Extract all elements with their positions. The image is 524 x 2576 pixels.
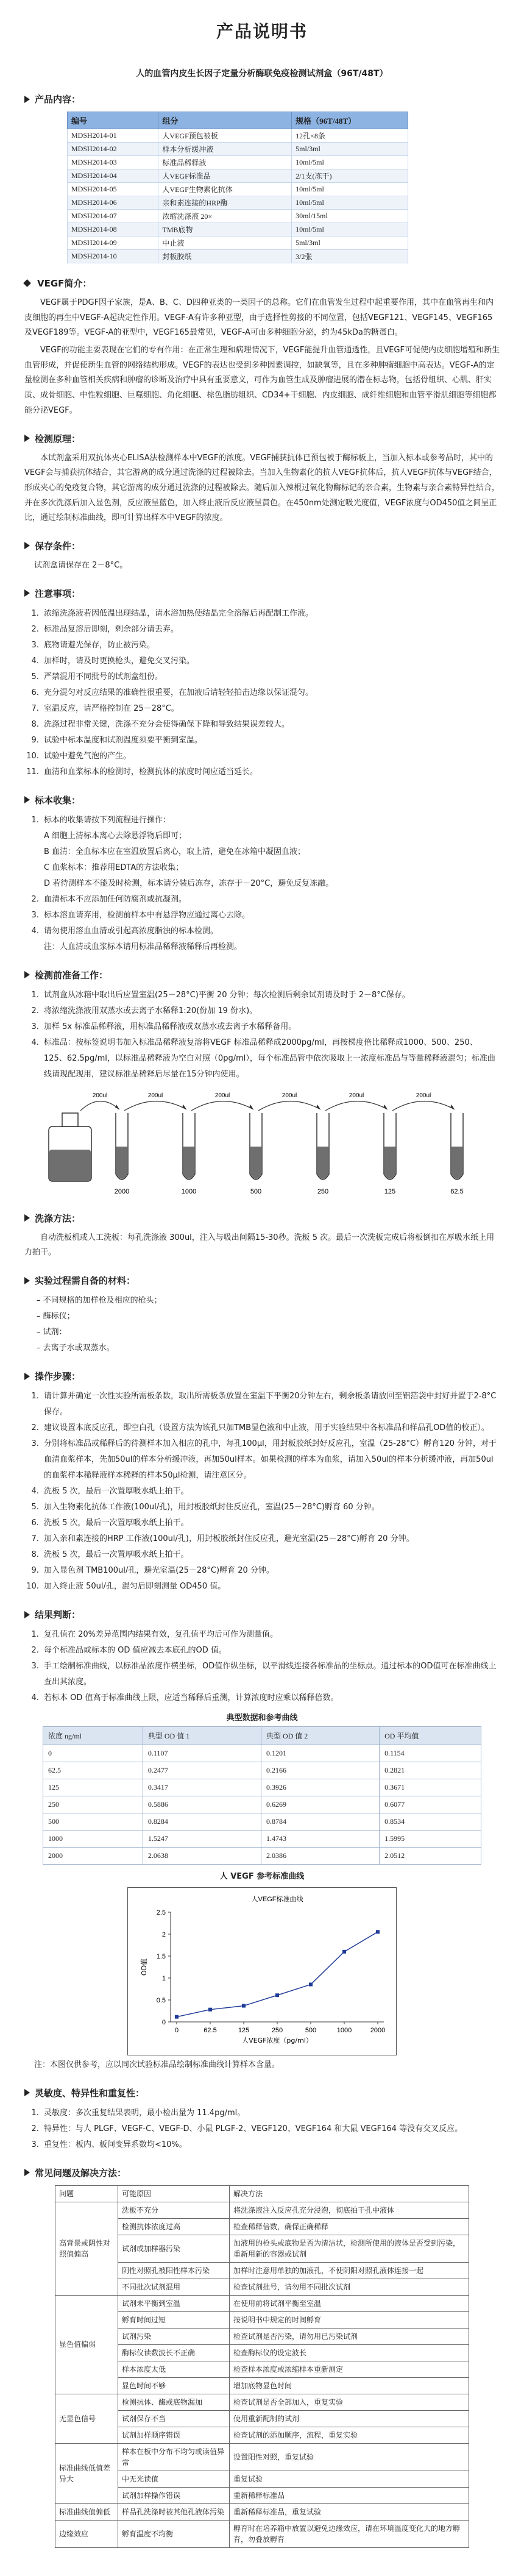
- table-row: [43, 1796, 481, 1813]
- list-item: 2. 标准品复溶后即刻，剩余部分请丢弃。: [41, 622, 500, 638]
- section-title: 检测前准备工作：: [35, 969, 108, 981]
- table-cell: 0.6077: [380, 1796, 481, 1813]
- table-cell: 1.4743: [261, 1831, 379, 1848]
- dilution-tube: [258, 1092, 329, 1195]
- table-cell: 浓缩洗涤液 20×: [158, 210, 292, 223]
- table-cell: 3/2张: [292, 250, 408, 263]
- section-principle-heading: [24, 432, 500, 445]
- x-tick-label: 62.5: [204, 2027, 217, 2034]
- list-item: 6. 充分混匀对反应结果的准确性很重要，在加液后请轻轻拍击边缘以保证混匀。: [41, 685, 500, 701]
- x-axis-label: 人VEGF浓度（pg/ml）: [242, 2037, 313, 2044]
- arrow-icon: [24, 589, 30, 597]
- table-cell: 0.2477: [143, 1762, 261, 1779]
- table-header: 编号: [68, 112, 158, 129]
- table-cell: MDSH2014-01: [68, 129, 158, 143]
- table-cell: 0.8784: [261, 1813, 379, 1831]
- faq-cause-cell: 试剂未平衡到室温: [118, 2295, 230, 2311]
- table-header: 可能原因: [118, 2185, 230, 2202]
- table-row: [43, 1848, 481, 1865]
- faq-solution-cell: 重新稀释标准品，重复试验: [230, 2503, 469, 2520]
- table-cell: MDSH2014-07: [68, 210, 158, 223]
- section-title: 灵敏度、特异性和重复性：: [35, 2087, 145, 2099]
- intro-paragraph: VEGF的功能主要表现在它们的专有作用：在正常生理和病理情况下，VEGF能提升血管通透性，且VEGF可促使内皮细胞增殖和新生血管形成，并促使新生血管的网络结构形成。VEGF的表达也受到多种因素调控，如缺氧等，且在多种肿瘤细胞中高表达。VEGF-A的定量检测在多种血管相关疾病和肿瘤的诊断及治疗中具有重要意义，可作为血管生成及肿瘤进展的潜在标志物，包括骨组织、心肌、肝实质、成骨细胞、中性粒细胞、巨噬细胞、角化细胞、棕色脂肪组织、CD34+干细胞、内皮细胞、成纤维细胞和血管平滑肌细胞等细胞都能分泌VEGF。: [24, 346, 500, 415]
- arrow-icon: [24, 542, 30, 549]
- tube-liquid: [183, 1147, 194, 1179]
- table-cell: MDSH2014-10: [68, 250, 158, 263]
- arrow-icon: [24, 796, 30, 803]
- sample-sub-item: D 若待测样本不能及时检测，标本请分装后冻存，冻存于－20°C，避免反复冻融。: [44, 878, 334, 888]
- table-cell: 5ml/3ml: [292, 143, 408, 156]
- section-notes-heading: [24, 587, 500, 600]
- transfer-volume: 200ul: [349, 1092, 364, 1099]
- table-cell: 0.1107: [143, 1745, 261, 1762]
- section-contents-heading: [24, 93, 500, 105]
- table-header: 浓度 ng/ml: [43, 1727, 143, 1745]
- y-axis-label: OD值: [140, 1958, 148, 1976]
- result-list: [27, 1627, 500, 1706]
- section-result-heading: [24, 1608, 500, 1621]
- tube-liquid: [116, 1147, 127, 1179]
- arrow-icon: [24, 435, 30, 442]
- list-item: 3. 分别将标准品或稀释后的待测样本加入相应的孔中，每孔100μl，用封板胶纸封好反应孔，室温（25-28°C）孵育120 分钟，对于血清血浆样本，先加50ul的样本分析缓冲液，再加50ul样本。如果检测的样本为血浆，请加入50ul的样本分析缓冲液，再加50ul的血浆样本稀释液样本稀释的样本50μl检测，请注意区分。: [41, 1436, 500, 1484]
- table-row: [68, 169, 408, 183]
- list-item: 1. 复孔值在 20%差异范围内结果有效，复孔值平均后可作为测量值。: [41, 1627, 500, 1643]
- intro-paragraph: VEGF属于PDGF因子家族，是A、B、C、D四种亚类的一类因子的总称。它们在血管发生过程中起重要作用，其中在血管再生和内皮细胞的再生中VEGF-A起决定性作用。VEGF-A有许多种亚型，由于选择性剪接的不同位置，包括VEGF121、VEGF145、VEGF165及VEGF189等。VEGF-A的亚型中，VEGF165最常见，VEGF-A可由多种细胞分泌，约为45kDa的糖蛋白。: [24, 298, 494, 338]
- section-sample-heading: [24, 794, 500, 806]
- table-cell: 0: [43, 1745, 143, 1762]
- tube-liquid: [250, 1147, 261, 1179]
- faq-cause-cell: 试剂加样操作错误: [118, 2487, 230, 2503]
- table-cell: 0.5886: [143, 1796, 261, 1813]
- table-cell: 0.1154: [380, 1745, 481, 1762]
- transfer-volume: 200ul: [92, 1092, 108, 1099]
- faq-problem-cell: 标准曲线值偏低: [55, 2503, 118, 2520]
- table-cell: 人VEGF预包被板: [158, 129, 292, 143]
- transfer-arrow: [325, 1101, 388, 1111]
- x-tick-label: 0: [174, 2027, 179, 2034]
- table-cell: 10ml/5ml: [292, 156, 408, 169]
- table-cell: 人VEGF生物素化抗体: [158, 183, 292, 196]
- x-tick-label: 500: [305, 2027, 317, 2034]
- faq-solution-cell: 检查样本浓度或浓缩样本重新测定: [230, 2361, 469, 2377]
- sample-sub-item: B 血清：全血标本应在室温放置后离心，取上清，避免在冰箱中凝固血液；: [44, 847, 306, 856]
- std-table-title: 典型数据和参考曲线: [226, 1713, 298, 1723]
- transfer-arrow: [258, 1101, 320, 1111]
- tube-label: 250: [317, 1187, 329, 1195]
- notes-list: [27, 606, 500, 780]
- section-faq-heading: [24, 2166, 500, 2179]
- section-title: 保存条件：: [35, 540, 81, 552]
- table-row: [68, 183, 408, 196]
- table-cell: 0.3417: [143, 1779, 261, 1796]
- list-item: 5. 加入生物素化抗体工作液(100ul/孔)，用封板胶纸封住反应孔，室温(25－28°C)孵育 60 分钟。: [41, 1500, 500, 1515]
- table-cell: 2.0386: [261, 1848, 379, 1865]
- standard-curve-chart: [128, 1888, 396, 2052]
- table-cell: 500: [43, 1813, 143, 1831]
- faq-cause-cell: 样本浓度太低: [118, 2361, 230, 2377]
- list-item: 2. 血清标本不应添加任何防腐剂或抗凝剂。: [41, 892, 500, 908]
- faq-solution-cell: 将洗涤液注入反应孔充分浸泡，彻底拍干孔中液体: [230, 2202, 469, 2218]
- table-row: [68, 223, 408, 237]
- faq-cause-cell: 样本在板中分布不均匀或读值异常: [118, 2443, 230, 2471]
- table-cell: 0.8534: [380, 1813, 481, 1831]
- list-item: 4. 标准品：按标签说明书加入标准品稀释液复溶将VEGF 标准品稀释成2000pg/ml，再按梯度倍比稀释成1000、500、250、125、62.5pg/ml，以标准品稀释液为空白对照（0pg/ml），每个标准品管中依次吸取上一浓度标准品与等量稀释液混匀；标准曲线请现配现用，建议标准品稀释后尽量在15分钟内使用。: [41, 1035, 500, 1083]
- list-item: 4. 加样时，请及时更换枪头，避免交叉污染。: [41, 653, 500, 669]
- sample-sub-item: A 细胞上清标本离心去除悬浮物后即可；: [44, 831, 187, 841]
- section-title: 操作步骤：: [35, 1371, 81, 1382]
- y-tick-label: 0: [161, 2019, 166, 2026]
- x-tick-label: 125: [238, 2027, 250, 2034]
- list-item: 1. 浓缩洗涤液若因低温出现结晶，请水浴加热使结晶完全溶解后再配制工作液。: [41, 606, 500, 622]
- diamond-icon: [23, 279, 31, 287]
- faq-solution-cell: 加样时注意用单独的加液孔，不使阴阳对照孔液体连接一起: [230, 2262, 469, 2279]
- section-prep-heading: [24, 969, 500, 981]
- standard-data-table: [43, 1726, 481, 1865]
- faq-cause-cell: 试剂污染: [118, 2328, 230, 2344]
- list-item: 10. 试验中避免气泡的产生。: [41, 749, 500, 764]
- principle-paragraph: 本试剂盒采用双抗体夹心ELISA法检测样本中VEGF的浓度。VEGF捕获抗体已预包被于酶标板上，当加入标本或参考品时，其中的VEGF会与捕获抗体结合，其它游离的成分通过洗涤的过程被除去。当加入生物素化的抗人VEGF抗体后，抗人VEGF抗体与VEGF结合，形成夹心的免疫复合物，其它游离的成分通过洗涤的过程被除去。随后加入辣根过氧化物酶标记的亲合素，生物素与亲合素特异性结合，并在多次洗涤后加入显色剂，反应液呈蓝色，加入终止液后反应液呈黄色。在450nm处测定吸光度值，VEGF浓度与OD450值之间呈正比，通过绘制标准曲线，即可计算出样本中VEGF的浓度。: [24, 453, 500, 523]
- chart-note: 注：本图仅供参考，应以同次试验标准品绘制标准曲线计算样本含量。: [34, 2060, 280, 2069]
- table-cell: 5ml/3ml: [292, 237, 408, 250]
- transfer-volume: 200ul: [147, 1092, 163, 1099]
- faq-solution-cell: 孵育时在培养箱中放置以避免边缘效应，请在环境温度变化大的地方孵育，勿叠放孵育: [230, 2520, 469, 2547]
- faq-cause-cell: 样品孔洗涤时被其他孔液体污染: [118, 2503, 230, 2520]
- table-cell: 250: [43, 1796, 143, 1813]
- y-tick-label: 2: [161, 1931, 166, 1938]
- faq-cause-cell: 试剂或加样器污染: [118, 2235, 230, 2262]
- table-cell: 亲和素连接的HRP酶: [158, 196, 292, 210]
- y-tick-label: 1: [161, 1975, 166, 1982]
- list-item: 4. 若标本 OD 值高于标准曲线上限，应适当稀释后重测，计算浓度时应乘以稀释倍数。: [41, 1690, 500, 1706]
- arrow-head-icon: [115, 1105, 119, 1109]
- list-item: 5. 严禁混用不同批号的试剂盒组份。: [41, 669, 500, 685]
- dilution-tube: [124, 1092, 196, 1195]
- table-header: 组分: [158, 112, 292, 129]
- list-item: 10. 加入终止液 50ul/孔，混匀后即刻测量 OD450 值。: [41, 1579, 500, 1595]
- section-title: VEGF简介：: [37, 278, 92, 289]
- table-cell: 10ml/5ml: [292, 196, 408, 210]
- table-row: [55, 2503, 469, 2520]
- section-title: 注意事项：: [35, 588, 81, 599]
- faq-problem-cell: 高背景或阴性对照值偏高: [55, 2202, 118, 2295]
- list-item: 3. 重复性：板内、板间变异系数均<10%。: [41, 2137, 500, 2153]
- faq-solution-cell: 加液用的枪头或底物是否为清洁状，检测所使用的液体是否受到污染，重新用新的容器或试剂: [230, 2235, 469, 2262]
- faq-problem-cell: 标准曲线低值差异大: [55, 2443, 118, 2503]
- table-cell: 中止液: [158, 237, 292, 250]
- table-row: [68, 196, 408, 210]
- faq-cause-cell: 孵育温度不均衡: [118, 2520, 230, 2547]
- sample-sub-item: C 血浆标本：推荐用EDTA的方法收集；: [44, 863, 184, 872]
- table-header: 解决方法: [230, 2185, 469, 2202]
- y-tick-label: 1.5: [156, 1953, 166, 1960]
- sample-note: 注：人血清或血浆标本请用标准品稀释液稀释后再检测。: [44, 942, 243, 952]
- kit-title: 人的血管内皮生长因子定量分析酶联免疫检测试剂盒（96T/48T）: [136, 69, 388, 79]
- transfer-arrow: [392, 1101, 455, 1111]
- faq-problem-cell: 无显色信号: [55, 2394, 118, 2443]
- section-title: 产品内容：: [35, 94, 81, 105]
- section-title: 结果判断：: [35, 1609, 81, 1620]
- tube-label: 125: [384, 1187, 396, 1195]
- table-row: [68, 250, 408, 263]
- table-cell: 10ml/5ml: [292, 183, 408, 196]
- section-title: 常见问题及解决方法：: [35, 2167, 127, 2179]
- table-row: [43, 1779, 481, 1796]
- faq-solution-cell: 重新稀释标准品: [230, 2487, 469, 2503]
- table-row: [55, 2295, 469, 2311]
- faq-cause-cell: 显色时间不够: [118, 2377, 230, 2394]
- list-item: – 酶标仪；: [37, 1309, 500, 1325]
- list-item: 7. 室温反应，请严格控制在 25－28°C。: [41, 701, 500, 717]
- table-cell: MDSH2014-02: [68, 143, 158, 156]
- wash-paragraph: 自动洗板机或人工洗板：每孔洗涤液 300ul，注入与吸出间隔15-30秒。洗板 5 次。最后一次洗板完成后将板倒扣在厚吸水纸上用力拍干。: [24, 1233, 495, 1258]
- faq-solution-cell: 按说明书中规定的时间孵育: [230, 2311, 469, 2328]
- table-header: 问题: [55, 2185, 118, 2202]
- table-cell: 0.1201: [261, 1745, 379, 1762]
- table-cell: 0.3926: [261, 1779, 379, 1796]
- materials-list: [24, 1293, 500, 1356]
- list-item: 3. 手工绘制标准曲线，以标准品浓度作横坐标，OD值作纵坐标，以平滑线连接各标准品的坐标点。通过标本的OD值可在标准曲线上查出其浓度。: [41, 1659, 500, 1690]
- faq-solution-cell: 增加底物显色时间: [230, 2377, 469, 2394]
- list-item: 2. 建议设置本底反应孔，即空白孔（设置方法为该孔只加TMB显色液和中止液，用于实验结果中各标准品和样品孔OD值的校正）。: [41, 1420, 500, 1436]
- faq-solution-cell: 检查试剂是否污染，请勿用已污染试剂: [230, 2328, 469, 2344]
- dilution-tube: [392, 1092, 464, 1195]
- arrow-icon: [24, 1373, 30, 1380]
- faq-solution-cell: 检查试剂批号，请勿用不同批次试剂: [230, 2279, 469, 2295]
- list-item: 1. 请计算并确定一次性实验所需板条数，取出所需板条放置在室温下平衡20分钟左右，剩余板条请放回至铝箔袋中封好并置于2-8°C保存。: [41, 1389, 500, 1420]
- list-item: 9. 加入显色剂 TMB100ul/孔，避光室温(25－28°C)孵育 20 分钟。: [41, 1563, 500, 1579]
- list-item: 3. 标本溶血请弃用，检测前样本中有悬浮物应通过离心去除。: [41, 908, 500, 923]
- list-item: 3. 加样 5x 标准品稀释液，用标准品稀释液或双蒸水或去离子水稀释备用。: [41, 1019, 500, 1035]
- data-point: [242, 2004, 246, 2008]
- list-item: – 去离子水或双蒸水。: [37, 1340, 500, 1356]
- table-row: [43, 1745, 481, 1762]
- table-row: [43, 1831, 481, 1848]
- section-title: 标本收集：: [35, 794, 81, 806]
- faq-problem-cell: 显色值偏弱: [55, 2295, 118, 2394]
- x-tick-label: 1000: [336, 2027, 352, 2034]
- table-cell: 62.5: [43, 1762, 143, 1779]
- table-row: [55, 2394, 469, 2410]
- table-row: [55, 2202, 469, 2218]
- list-item: 1. 灵敏度：多次重复结果表明，最小检出量为 11.4pg/ml。: [41, 2105, 500, 2121]
- faq-solution-cell: 设置阳性对照，重复试验: [230, 2443, 469, 2471]
- table-cell: 1.5247: [143, 1831, 261, 1848]
- stock-bottle: [49, 1113, 91, 1181]
- storage-text: 试剂盒请保存在 2－8°C。: [34, 560, 128, 570]
- table-header: 典型 OD 值 1: [143, 1727, 261, 1745]
- transfer-volume: 200ul: [214, 1092, 230, 1099]
- table-cell: 0.3671: [380, 1779, 481, 1796]
- data-point: [175, 2015, 179, 2019]
- x-tick-label: 2000: [370, 2027, 386, 2034]
- table-cell: 1000: [43, 1831, 143, 1848]
- series-line: [177, 1932, 378, 2016]
- faq-cause-cell: 孵育时间过短: [118, 2311, 230, 2328]
- dilution-tube: [191, 1092, 262, 1195]
- y-tick-label: 2.5: [156, 1909, 166, 1916]
- table-header: OD 平均值: [380, 1727, 481, 1745]
- transfer-arrow: [80, 1101, 119, 1111]
- list-item: 3. 底物请避光保存，防止被污染。: [41, 638, 500, 653]
- table-header: 典型 OD 值 2: [261, 1727, 379, 1745]
- tube-label: 500: [250, 1187, 262, 1195]
- table-cell: 2.0638: [143, 1848, 261, 1865]
- list-item: 1. 试剂盒从冰箱中取出后应置室温(25－28°C)平衡 20 分钟；每次检测后剩余试剂请及时于 2－8°C保存。: [41, 987, 500, 1003]
- transfer-arrow: [124, 1101, 186, 1111]
- table-row: [55, 2520, 469, 2547]
- data-point: [342, 1950, 346, 1954]
- faq-solution-cell: 使用重新配制的试剂: [230, 2410, 469, 2427]
- list-item: 2. 将浓缩洗涤液用双蒸水或去离子水稀释1:20(份加 19 份水)。: [41, 1003, 500, 1019]
- tube-liquid: [384, 1147, 395, 1179]
- dilution-tube: [325, 1092, 396, 1195]
- table-header: 规格（96T/48T）: [292, 112, 408, 129]
- arrow-icon: [24, 96, 30, 103]
- transfer-volume: 200ul: [281, 1092, 297, 1099]
- y-tick-label: 0.5: [156, 1997, 166, 2004]
- table-row: [68, 237, 408, 250]
- table-row: [43, 1762, 481, 1779]
- section-materials-heading: [24, 1274, 500, 1287]
- tube-liquid: [451, 1147, 462, 1179]
- chart-title: 人VEGF标准曲线: [251, 1896, 303, 1903]
- prep-list: [27, 987, 500, 1083]
- faq-cause-cell: 酶标仪读数波长不正确: [118, 2344, 230, 2361]
- table-cell: 10ml/5ml: [292, 223, 408, 237]
- table-cell: 2000: [43, 1848, 143, 1865]
- table-cell: 2/1支(冻干): [292, 169, 408, 183]
- faq-solution-cell: 检查试剂是否全部加入，重复实验: [230, 2394, 469, 2410]
- list-item: 4. 请勿使用溶血血清或引起高浓度脂浊的标本检测。 注：人血清或血浆标本请用标准品稀释液稀释后再检测。: [41, 923, 500, 955]
- arrow-icon: [24, 1611, 30, 1618]
- table-cell: 样本分析缓冲液: [158, 143, 292, 156]
- table-cell: 0.8284: [143, 1813, 261, 1831]
- table-cell: MDSH2014-04: [68, 169, 158, 183]
- section-wash-heading: [24, 1212, 500, 1225]
- list-item: 8. 洗涤过程非常关键，洗涤不充分会使得确保下降和导致结果误差较大。: [41, 717, 500, 733]
- table-cell: MDSH2014-03: [68, 156, 158, 169]
- table-row: [68, 210, 408, 223]
- faq-cause-cell: 试剂保存不当: [118, 2410, 230, 2427]
- faq-problem-cell: 边缘效应: [55, 2520, 118, 2547]
- arrow-icon: [24, 1214, 30, 1222]
- chart-container: [127, 1887, 397, 2055]
- faq-cause-cell: 洗板不充分: [118, 2202, 230, 2218]
- table-cell: MDSH2014-09: [68, 237, 158, 250]
- faq-cause-cell: 不同批次试剂混用: [118, 2279, 230, 2295]
- table-cell: 0.6269: [261, 1796, 379, 1813]
- table-row: [55, 2443, 469, 2471]
- arrow-icon: [24, 1277, 30, 1284]
- table-cell: 人VEGF标准品: [158, 169, 292, 183]
- tube-label: 1000: [181, 1187, 197, 1195]
- doc-title: 产品说明书: [216, 21, 308, 41]
- list-item: – 试剂：: [37, 1325, 500, 1340]
- dilution-diagram: [30, 1089, 494, 1198]
- data-point: [376, 1930, 380, 1934]
- section-procedure-heading: [24, 1370, 500, 1382]
- table-row: [68, 156, 408, 169]
- list-item: 7. 加入亲和素连接的HRP 工作液(100ul/孔)，用封板胶纸封住反应孔，避光室温(25－28°C)孵育 20 分钟。: [41, 1531, 500, 1547]
- x-tick-label: 250: [271, 2027, 283, 2034]
- faq-solution-cell: 检查酶标仪的设定波长: [230, 2344, 469, 2361]
- list-item: 4. 洗板 5 次，最后一次置厚吸水纸上拍干。: [41, 1484, 500, 1500]
- table-row: [68, 143, 408, 156]
- transfer-volume: 200ul: [416, 1092, 431, 1099]
- arrow-icon: [24, 971, 30, 978]
- table-row: [43, 1813, 481, 1831]
- list-item: 2. 每个标准品或标本的 OD 值应减去本底孔的OD 值。: [41, 1643, 500, 1659]
- section-title: 洗涤方法：: [35, 1212, 81, 1224]
- section-intro-heading: [24, 277, 500, 290]
- faq-cause-cell: 试剂加样顺序错误: [118, 2427, 230, 2443]
- data-point: [208, 2008, 212, 2012]
- tube-liquid: [317, 1147, 328, 1179]
- section-title: 实验过程需自备的材料：: [35, 1275, 136, 1286]
- faq-cause-cell: 检测抗体浓度过高: [118, 2218, 230, 2235]
- sensitivity-list: [27, 2105, 500, 2153]
- table-cell: MDSH2014-05: [68, 183, 158, 196]
- faq-table: [55, 2185, 469, 2548]
- table-cell: 2.0512: [380, 1848, 481, 1865]
- table-cell: 1.5995: [380, 1831, 481, 1848]
- tube-label: 2000: [114, 1187, 130, 1195]
- table-row: [68, 129, 408, 143]
- faq-cause-cell: 中无光读值: [118, 2471, 230, 2487]
- tube-label: 62.5: [450, 1187, 464, 1195]
- faq-solution-cell: 在使用前将试剂平衡至室温: [230, 2295, 469, 2311]
- table-cell: 12孔×8条: [292, 129, 408, 143]
- table-cell: 30ml/15ml: [292, 210, 408, 223]
- list-item: 2. 特异性：与人 PLGF、VEGF-C、VEGF-D、小鼠 PLGF-2、VEGF120、VEGF164 和大鼠 VEGF164 等没有交叉反应。: [41, 2121, 500, 2137]
- list-item: 6. 洗板 5 次，最后一次置厚吸水纸上拍干。: [41, 1515, 500, 1531]
- section-title: 检测原理：: [35, 433, 81, 444]
- product-table: [67, 112, 408, 263]
- arrow-icon: [24, 2169, 30, 2176]
- list-item: 8. 洗板 5 次，最后一次置厚吸水纸上拍干。: [41, 1547, 500, 1563]
- faq-solution-cell: 检查试剂的添加顺序，流程，重复实验: [230, 2427, 469, 2443]
- section-storage-heading: [24, 539, 500, 552]
- list-item: 1. 标本的收集请按下列流程进行操作： A 细胞上清标本离心去除悬浮物后即可； B 血清：全血标本应在室温放置后离心，取上清，避免在冰箱中凝固血液； C 血浆标本：推荐用EDTA的方法收集； D 若待测样本不能及时检测，标本请分装后冻存，冻存于－20°C，避免反复冻融。: [41, 813, 500, 892]
- table-cell: 标准品稀释液: [158, 156, 292, 169]
- faq-cause-cell: 检测抗体、酶或底物漏加: [118, 2394, 230, 2410]
- table-cell: 封板胶纸: [158, 250, 292, 263]
- table-cell: 125: [43, 1779, 143, 1796]
- faq-solution-cell: 检查稀释倍数，确保正确稀释: [230, 2218, 469, 2235]
- section-sensitivity-heading: [24, 2087, 500, 2099]
- table-cell: 0.2166: [261, 1762, 379, 1779]
- table-cell: MDSH2014-06: [68, 196, 158, 210]
- arrow-icon: [24, 2089, 30, 2096]
- chart-heading: 人 VEGF 参考标准曲线: [219, 1872, 305, 1881]
- transfer-arrow: [191, 1101, 253, 1111]
- faq-solution-cell: 重复试验: [230, 2471, 469, 2487]
- table-cell: MDSH2014-08: [68, 223, 158, 237]
- list-item: 9. 试验中标本温度和试剂温度须要平衡到室温。: [41, 733, 500, 749]
- list-item: – 不同规格的加样枪及相应的枪头；: [37, 1293, 500, 1309]
- faq-cause-cell: 阴性对照孔被阳性样本污染: [118, 2262, 230, 2279]
- table-cell: TMB底物: [158, 223, 292, 237]
- data-point: [275, 1993, 279, 1997]
- sample-list: [27, 813, 500, 955]
- data-point: [309, 1983, 313, 1987]
- table-cell: 0.2821: [380, 1762, 481, 1779]
- procedure-list: [27, 1389, 500, 1595]
- list-item: 11. 血清和血浆标本的检测时，检测抗体的浓度时间应适当延长。: [41, 764, 500, 780]
